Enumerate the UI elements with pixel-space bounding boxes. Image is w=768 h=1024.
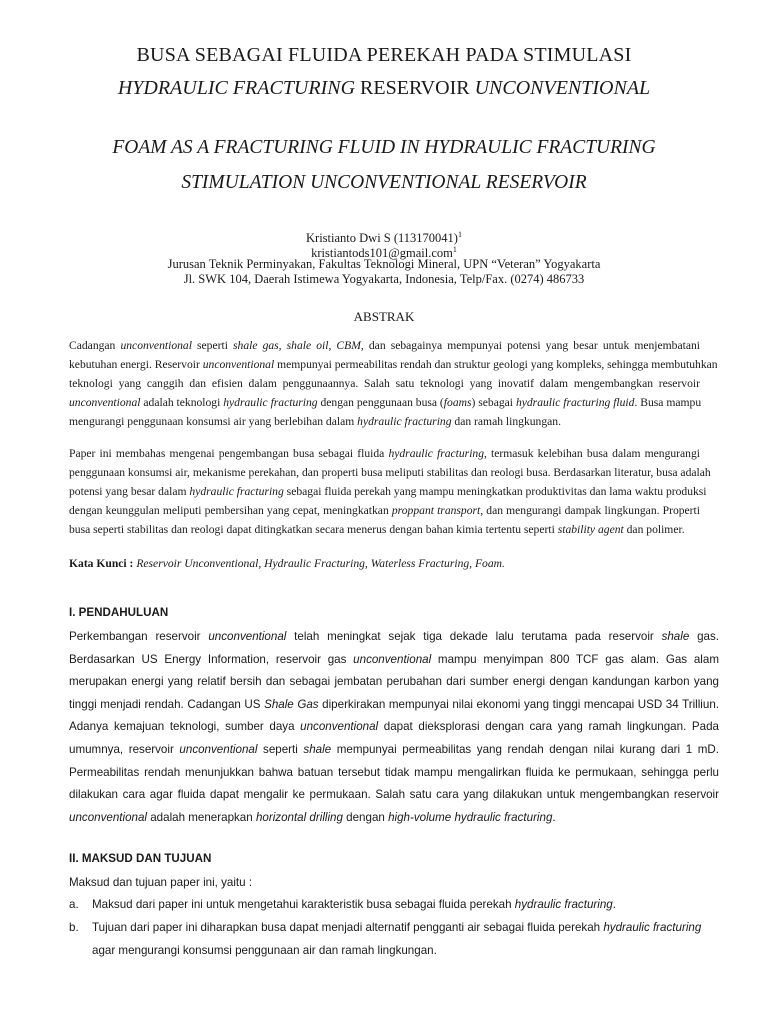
italic-term: stability agent: [557, 523, 624, 536]
text-run: Adanya kemajuan teknologi, sumber daya: [69, 720, 301, 734]
italic-term: unconventional: [300, 720, 379, 734]
text-run: .: [552, 810, 556, 824]
email-superscript: 1: [452, 245, 457, 254]
text-line: [69, 716, 719, 739]
author-name-text: Kristianto Dwi S (113170041): [306, 231, 458, 246]
section-intro-text: Maksud dan tujuan paper ini, yaitu :: [69, 876, 253, 889]
italic-term: hydraulic fracturing: [603, 921, 702, 934]
list-marker: a.: [69, 898, 79, 911]
italic-term: hydraulic fracturing: [388, 447, 485, 460]
author-address: Jl. SWK 104, Daerah Istimewa Yogyakarta, Indonesia, Telp/Fax. (0274) 486733: [183, 272, 585, 286]
text-line: [69, 444, 700, 463]
author-superscript: 1: [457, 230, 462, 239]
keywords-list: Reservoir Unconventional, Hydraulic Fracturing, Waterless Fracturing, Foam.: [136, 557, 505, 570]
text-line: [69, 393, 700, 412]
text-run: dan sebagainya mempunyai potensi yang besar untuk menjembatani: [363, 339, 700, 352]
title-italic-hydraulic-fracturing: HYDRAULIC FRACTURING: [117, 77, 356, 99]
text-line: [69, 374, 700, 393]
list-item-text: [92, 917, 701, 940]
text-run: umumnya, reservoir: [69, 742, 180, 756]
text-run: mempunyai permeabilitas yang rendah dengan nilai kurang dari 1 mD.: [331, 742, 720, 756]
text-line: [69, 482, 707, 501]
text-run: dapat dieksplorasi dengan cara yang ramah lingkungan. Pada: [378, 720, 719, 734]
text-line: [69, 355, 718, 374]
text-line: [69, 739, 719, 762]
italic-term: unconventional: [179, 742, 258, 756]
text-run: ) sebagai: [471, 396, 516, 409]
text-line: [69, 784, 719, 807]
text-run: tinggi menjadi rendah. Cadangan US: [69, 697, 265, 711]
text-run: adalah teknologi: [140, 396, 224, 409]
text-run: dan polimer.: [623, 523, 685, 536]
text-run: dan ramah lingkungan.: [451, 415, 561, 428]
italic-term: unconventional: [353, 652, 432, 666]
title-reservoir: RESERVOIR: [355, 77, 475, 99]
italic-term: unconventional: [69, 396, 141, 409]
section-body-pendahuluan: [69, 626, 719, 829]
text-line: [69, 520, 700, 539]
italic-term: Shale Gas: [264, 697, 319, 711]
text-run: Perkembangan reservoir: [69, 630, 209, 643]
text-line: [69, 807, 719, 830]
text-line: [69, 336, 700, 355]
text-run: .: [612, 898, 616, 911]
italic-term: unconventional: [120, 339, 192, 352]
abstract-paragraph-1: [69, 336, 718, 431]
paper-title-line2: [0, 77, 768, 100]
italic-term: hydraulic fracturing: [223, 396, 318, 409]
text-line: [69, 501, 700, 520]
text-line: [69, 649, 719, 672]
text-run: busa seperti stabilitas dan reologi dapat ditingkatkan secara menerus dengan bahan kimia tertentu seperti: [69, 523, 558, 536]
italic-term: horizontal drilling: [255, 810, 343, 824]
text-line: [69, 463, 711, 482]
section-heading-pendahuluan: I. PENDAHULUAN: [69, 606, 169, 619]
italic-term: hydraulic fracturing: [514, 898, 613, 911]
italic-term: hydraulic fracturing: [189, 485, 284, 498]
text-line: [69, 626, 719, 649]
text-run: , dan mengurangi dampak lingkungan. Properti: [480, 504, 700, 517]
text-line: [69, 671, 719, 694]
text-run: dengan keunggulan meliputi pembersihan yang cepat, meningkatkan: [69, 504, 392, 517]
section-heading-maksud-tujuan: II. MAKSUD DAN TUJUAN: [69, 852, 212, 865]
italic-term: hydraulic fracturing fluid: [515, 396, 635, 409]
text-run: mempunyai permeabilitas rendah dan struktur geologi yang kompleks, sehingga membutuhkan: [274, 358, 718, 371]
italic-term: shale gas, shale oil, CBM,: [233, 339, 364, 352]
text-run: dengan: [342, 810, 389, 824]
text-line: [69, 762, 719, 785]
italic-term: hydraulic fracturing: [357, 415, 452, 428]
italic-term: shale: [303, 742, 332, 756]
text-run: teknologi yang canggih dan efisien dalam penggunaannya. Salah satu teknologi yang inovatif dalam mengembangkan reservoir: [69, 377, 700, 390]
list-item-text: [92, 894, 616, 917]
text-run: Berdasarkan US Energy Information, reservoir gas: [69, 652, 354, 666]
abstract-heading: ABSTRAK: [353, 309, 415, 324]
english-title-line1: FOAM AS A FRACTURING FLUID IN HYDRAULIC FRACTURING: [112, 137, 656, 158]
text-run: adalah menerapkan: [147, 810, 256, 824]
text-run: Permeabilitas rendah menunjukkan bahwa batuan tersebut tidak mampu mengalirkan fluida ke permukaan, sehingga perlu: [69, 765, 719, 779]
text-run: Paper ini membahas mengenai pengembangan busa sebagai fluida: [69, 447, 389, 460]
text-line: [69, 412, 700, 431]
text-run: , termasuk kelebihan busa dalam mengurangi: [484, 447, 700, 460]
text-run: gas.: [689, 630, 720, 643]
keywords-label: Kata Kunci :: [69, 557, 137, 570]
text-run: Maksud dari paper ini untuk mengetahui karakteristik busa sebagai fluida perekah: [92, 898, 515, 911]
text-run: merupakan energi yang relatif bersih dan sebagai jembatan perubahan dari sumber energi dengan kandungan karbon yang: [69, 675, 719, 689]
italic-term: high-volume hydraulic fracturing: [388, 810, 553, 824]
english-title-line2: STIMULATION UNCONVENTIONAL RESERVOIR: [181, 172, 587, 193]
text-run: telah meningkat sejak tiga dekade lalu terutama pada reservoir: [286, 630, 662, 643]
text-run: . Busa mampu: [634, 396, 702, 409]
italic-term: unconventional: [202, 358, 275, 371]
text-run: Cadangan: [69, 339, 121, 352]
text-run: kebutuhan energi. Reservoir: [69, 358, 203, 371]
text-run: agar mengurangi konsumsi penggunaan air dan ramah lingkungan.: [92, 943, 437, 957]
abstract-paragraph-2: [69, 444, 711, 539]
text-run: penggunaan konsumsi air, mekanisme perekahan, dan properti busa meliputi stabilitas dan reologi busa. Berdasarkan literatur, busa adalah: [69, 466, 711, 479]
text-run: diperkirakan mempunyai nilai ekonomi yang tinggi mencapai USD 34 Trilliun.: [318, 697, 719, 711]
paper-title-line1: BUSA SEBAGAI FLUIDA PEREKAH PADA STIMULASI: [136, 44, 632, 66]
text-run: potensi yang besar dalam: [69, 485, 190, 498]
italic-term: shale: [661, 630, 690, 643]
italic-term: unconventional: [208, 630, 287, 643]
text-run: mengurangi penggunaan konsumsi air yang berlebihan dalam: [69, 415, 358, 428]
list-item-text: [92, 940, 437, 963]
text-run: sebagai fluida perekah yang mampu meningkatkan produktivitas dan lama waktu produksi: [283, 485, 707, 498]
text-run: dengan penggunaan busa (: [317, 396, 444, 409]
author-email-text: kristiantods101@gmail.com: [311, 246, 453, 261]
title-italic-unconventional: UNCONVENTIONAL: [474, 77, 651, 99]
text-run: dilakukan cara agar fluida dapat mengalir ke permukaan. Salah satu cara yang dilakukan untuk mengembangkan reservoir: [69, 788, 719, 802]
list-marker: b.: [69, 921, 79, 934]
italic-term: foams: [443, 396, 472, 409]
text-run: Tujuan dari paper ini diharapkan busa dapat menjadi alternatif pengganti air sebagai fluida perekah: [92, 921, 604, 934]
text-run: seperti: [191, 339, 234, 352]
text-run: mampu menyimpan 800 TCF gas alam. Gas alam: [431, 652, 719, 666]
section-intro-maksud-tujuan: [69, 872, 719, 895]
keywords: [69, 557, 505, 570]
text-line: [69, 694, 719, 717]
italic-term: unconventional: [69, 810, 147, 824]
author-affiliation: Jurusan Teknik Perminyakan, Fakultas Teknologi Mineral, UPN “Veteran” Yogyakarta: [167, 257, 601, 271]
italic-term: proppant transport: [391, 504, 481, 517]
text-run: seperti: [257, 742, 304, 756]
